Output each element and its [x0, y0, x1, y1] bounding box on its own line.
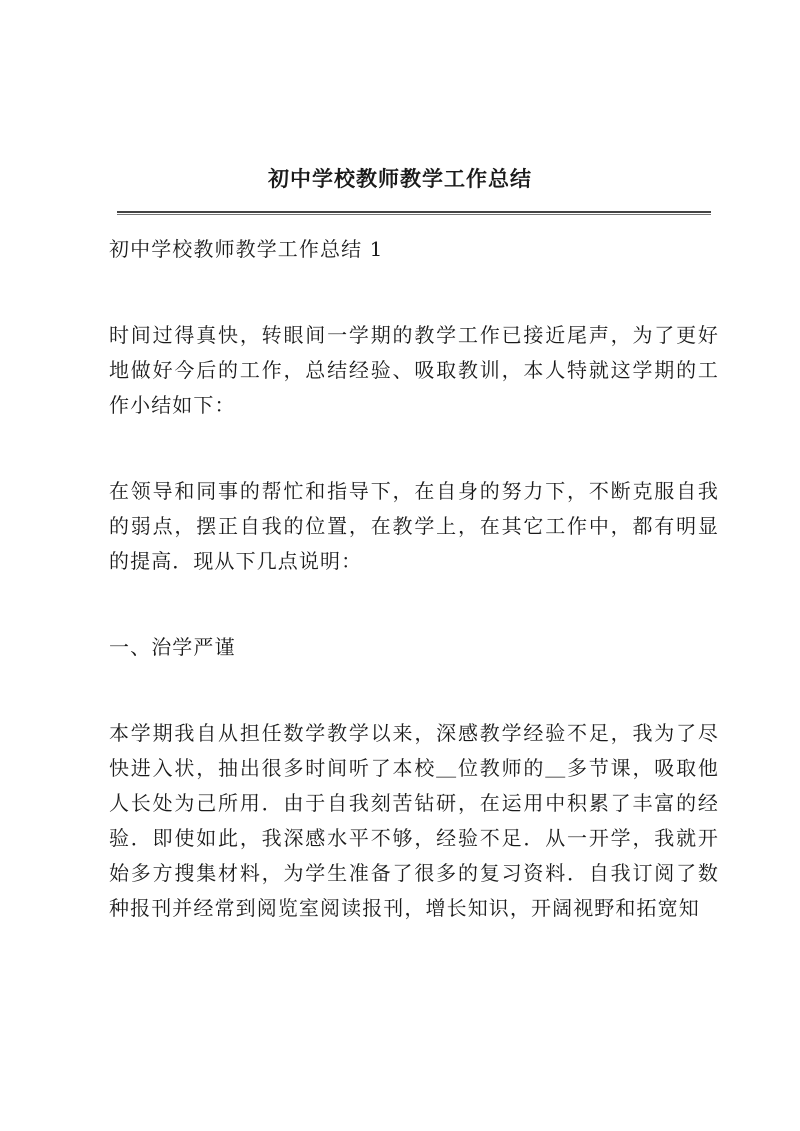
document-title: 初中学校教师教学工作总结 [268, 166, 532, 191]
section-subtitle: 初中学校教师教学工作总结 1 [109, 237, 384, 261]
paragraph-intro: 时间过得真快，转眼间一学期的教学工作已接近尾声，为了更好地做好今后的工作，总结经验、吸取教训，本人特就这学期的工作小结如下： [109, 323, 719, 417]
title-divider-thin [117, 214, 711, 215]
paragraph-overview: 在领导和同事的帮忙和指导下，在自身的努力下，不断克服自我的弱点，摆正自我的位置，在教学上，在其它工作中，都有明显的提高．现从下几点说明： [109, 479, 719, 573]
title-divider [117, 211, 711, 213]
section-heading: 一、治学严谨 [109, 635, 236, 659]
paragraph-teaching: 本学期我自从担任数学教学以来，深感教学经验不足，我为了尽快进入状，抽出很多时间听了本校＿位教师的＿多节课，吸取他人长处为己所用．由于自我刻苦钻研，在运用中积累了丰富的经验．即使如此，我深感水平不够，经验不足．从一开学，我就开始多方搜集材料，为学生准备了很多的复习资料．自我订阅了数种报刊并经常到阅览室阅读报刊，增长知识，开阔视野和拓宽知 [109, 721, 719, 920]
document-body [109, 232, 719, 977]
